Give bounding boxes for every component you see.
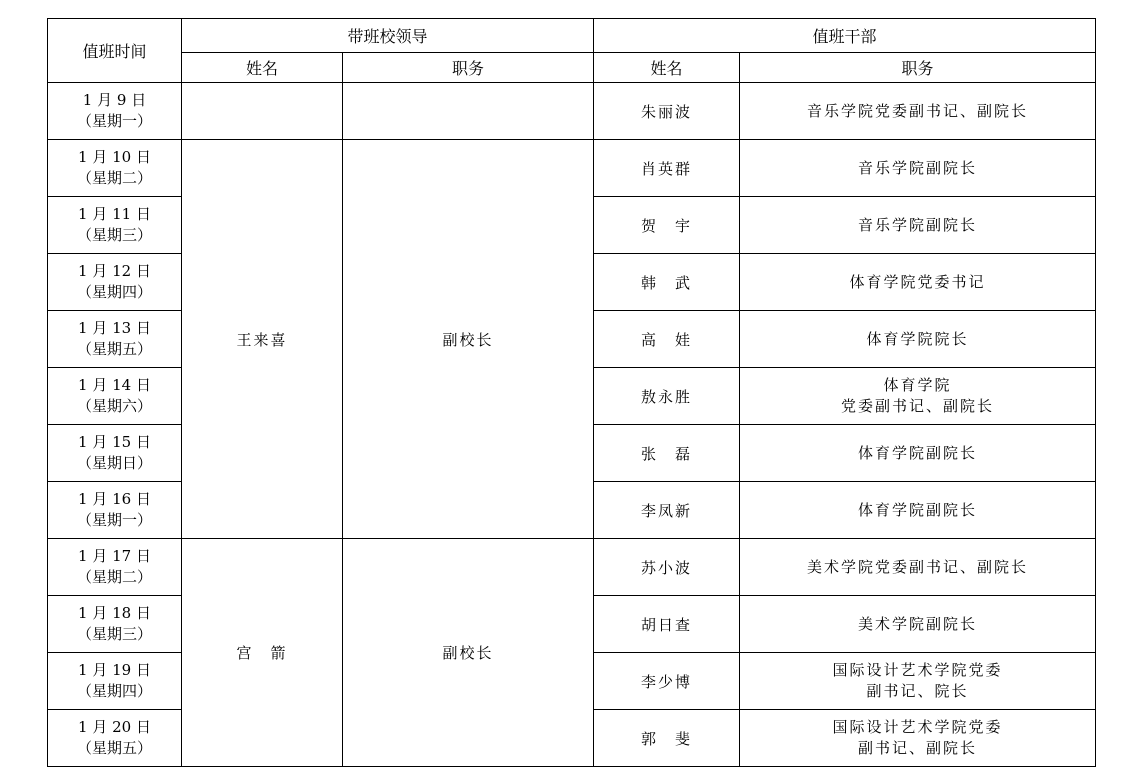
cadre-position-cell	[740, 83, 1096, 140]
weekday-text: （星期一）	[76, 511, 152, 529]
cadre-name-cell: 贺 宇	[594, 197, 740, 254]
date-column-header: 值班时间	[48, 19, 182, 83]
date-text: 1 月 10 日	[78, 148, 151, 166]
weekday-text: （星期六）	[76, 397, 152, 415]
cadre-name-cell: 苏小波	[594, 539, 740, 596]
cadre-name-cell: 敖永胜	[594, 368, 740, 425]
weekday-text: （星期三）	[76, 625, 152, 643]
date-cell	[48, 83, 182, 140]
cadre-position-cell	[740, 140, 1096, 197]
duty-table	[47, 18, 1096, 767]
position-line: 音乐学院副院长	[858, 158, 978, 177]
weekday-text: （星期二）	[76, 169, 152, 187]
cadre-name-cell: 郭 斐	[594, 710, 740, 767]
position-line: 党委副书记、副院长	[841, 397, 995, 415]
leader-position-cell	[343, 83, 594, 140]
cadre-name-cell: 张 磊	[594, 425, 740, 482]
date-text: 1 月 18 日	[78, 604, 151, 622]
date-cell	[48, 596, 182, 653]
position-line: 音乐学院副院长	[858, 215, 978, 234]
cadre-name-cell: 朱丽波	[594, 83, 740, 140]
cadre-position-cell	[740, 710, 1096, 767]
weekday-text: （星期三）	[76, 226, 152, 244]
date-cell	[48, 368, 182, 425]
duty-schedule	[47, 18, 1096, 767]
cadre-name-cell: 肖英群	[594, 140, 740, 197]
leader-name-cell: 宫 箭	[182, 539, 343, 767]
cadre-position-cell	[740, 539, 1096, 596]
date-cell	[48, 425, 182, 482]
cadre-name-cell: 胡日查	[594, 596, 740, 653]
date-text: 1 月 14 日	[78, 376, 151, 394]
date-cell	[48, 140, 182, 197]
date-cell	[48, 653, 182, 710]
cadre-name-cell: 李少博	[594, 653, 740, 710]
date-text: 1 月 12 日	[78, 262, 151, 280]
weekday-text: （星期日）	[76, 454, 152, 472]
date-text: 1 月 20 日	[78, 718, 151, 736]
weekday-text: （星期二）	[76, 568, 152, 586]
cadre-position-cell	[740, 254, 1096, 311]
leader-position-cell: 副校长	[343, 539, 594, 767]
position-line: 副书记、副院长	[858, 739, 978, 757]
date-text: 1 月 16 日	[78, 490, 151, 508]
cadre-position-header: 职务	[740, 53, 1096, 83]
weekday-text: （星期四）	[76, 283, 152, 301]
leader-group-header: 带班校领导	[182, 19, 594, 53]
cadre-name-cell: 李凤新	[594, 482, 740, 539]
weekday-text: （星期五）	[76, 739, 152, 757]
weekday-text: （星期四）	[76, 682, 152, 700]
date-text: 1 月 17 日	[78, 547, 151, 565]
cadre-group-header: 值班干部	[594, 19, 1096, 53]
leader-position-header: 职务	[343, 53, 594, 83]
cadre-position-cell	[740, 311, 1096, 368]
cadre-position-cell	[740, 425, 1096, 482]
date-text: 1 月 15 日	[78, 433, 151, 451]
position-line: 国际设计艺术学院党委	[832, 718, 1003, 736]
cadre-position-cell	[740, 653, 1096, 710]
position-line: 体育学院	[883, 376, 952, 394]
date-cell	[48, 311, 182, 368]
date-text: 1 月 11 日	[78, 205, 151, 223]
table-row	[48, 140, 1096, 197]
date-text: 1 月 9 日	[82, 91, 147, 109]
table-row	[48, 83, 1096, 140]
leader-name-header: 姓名	[182, 53, 343, 83]
position-line: 国际设计艺术学院党委	[832, 661, 1003, 679]
position-line: 美术学院副院长	[858, 614, 978, 633]
leader-position-cell: 副校长	[343, 140, 594, 539]
schedule-rows	[48, 83, 1096, 767]
date-text: 1 月 19 日	[78, 661, 151, 679]
position-line: 体育学院党委书记	[849, 272, 986, 291]
date-cell	[48, 539, 182, 596]
date-cell	[48, 482, 182, 539]
position-line: 体育学院副院长	[858, 500, 978, 519]
position-line: 美术学院党委副书记、副院长	[807, 557, 1029, 576]
date-text: 1 月 13 日	[78, 319, 151, 337]
table-row	[48, 539, 1096, 596]
date-cell	[48, 197, 182, 254]
cadre-position-cell	[740, 368, 1096, 425]
weekday-text: （星期一）	[76, 112, 152, 130]
position-line: 副书记、院长	[866, 682, 969, 700]
position-line: 体育学院副院长	[858, 443, 978, 462]
cadre-name-cell: 高 娃	[594, 311, 740, 368]
weekday-text: （星期五）	[76, 340, 152, 358]
position-line: 音乐学院党委副书记、副院长	[807, 101, 1029, 120]
header-row-1	[48, 19, 1096, 53]
date-cell	[48, 710, 182, 767]
cadre-name-header: 姓名	[594, 53, 740, 83]
date-cell	[48, 254, 182, 311]
leader-name-cell	[182, 83, 343, 140]
position-line: 体育学院院长	[866, 329, 969, 348]
cadre-position-cell	[740, 596, 1096, 653]
cadre-position-cell	[740, 197, 1096, 254]
cadre-position-cell	[740, 482, 1096, 539]
cadre-name-cell: 韩 武	[594, 254, 740, 311]
leader-name-cell: 王来喜	[182, 140, 343, 539]
header-row-2	[48, 53, 1096, 83]
